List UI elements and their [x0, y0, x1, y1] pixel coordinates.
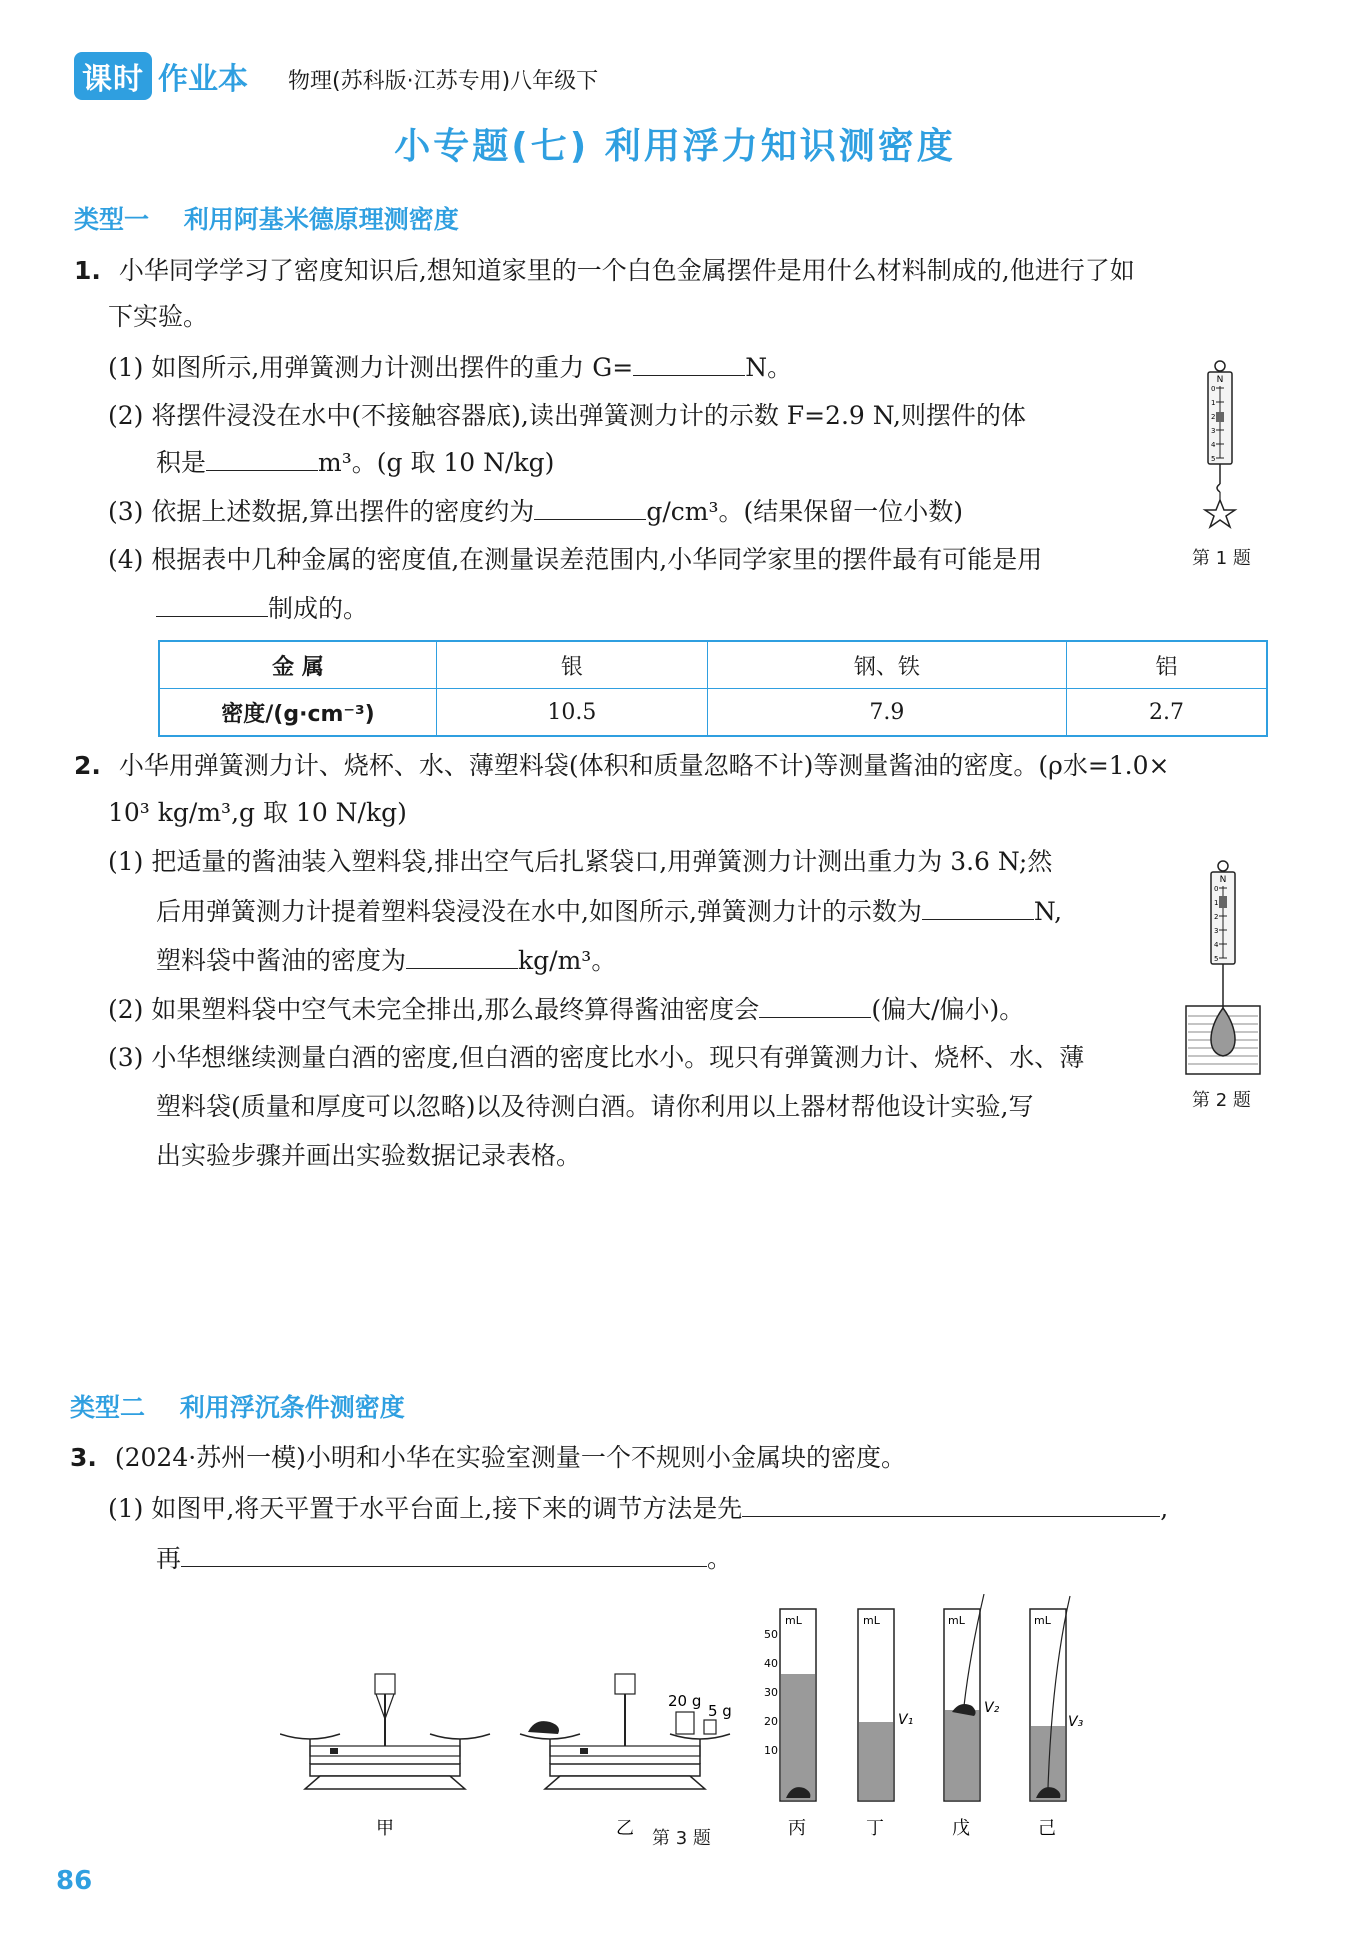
cylinder-ji-unit: mL [1034, 1614, 1051, 1627]
q2-p1-unit1: N, [1033, 897, 1063, 926]
q1-scale-tick-2: 2 [1211, 413, 1216, 421]
q2-part2 [108, 991, 1024, 1028]
q1-stem-line1 [74, 253, 1135, 289]
q1-part4-line1: (4) 根据表中几种金属的密度值,在测量误差范围内,小华同学家里的摆件最有可能是用 [108, 545, 1043, 574]
weight-20g-label: 20 g [668, 1692, 702, 1710]
q2-p1-blank1[interactable] [922, 893, 1034, 920]
q2-part1-line2 [156, 893, 1062, 930]
q1-part4-line2 [156, 590, 368, 627]
q3-stem-text: (2024·苏州一模)小明和小华在实验室测量一个不规则小金属块的密度。 [114, 1443, 906, 1472]
q1-p3-unit: g/cm³。(结果保留一位小数) [646, 497, 963, 526]
section-2-title: 利用浮沉条件测密度 [179, 1393, 405, 1422]
section-2-label: 类型二 [70, 1393, 146, 1422]
book-subject: 物理(苏科版·江苏专用)八年级下 [288, 69, 599, 94]
q3-part1-line2 [156, 1540, 732, 1577]
weight-5g-icon [704, 1720, 716, 1734]
q3-p1-period: 。 [707, 1544, 733, 1573]
q3-p1-text2: 再 [156, 1544, 182, 1573]
plastic-bag-icon [1211, 1008, 1235, 1056]
star-ornament-icon [1205, 500, 1235, 527]
section-2-heading [70, 1388, 405, 1424]
cylinder-ji [1030, 1596, 1084, 1801]
table-cell: 7.9 [707, 689, 1066, 737]
q3-figure-caption: 第 3 题 [652, 1828, 711, 1849]
cylinder-wu-unit: mL [948, 1614, 965, 1627]
q1-part1 [108, 349, 792, 386]
table-header-cell: 金 属 [159, 641, 437, 689]
q2-p1-blank2[interactable] [406, 942, 518, 969]
cylinder-wu [944, 1594, 1000, 1801]
q1-stem-text1: 小华同学学习了密度知识后,想知道家里的一个白色金属摆件是用什么材料制成的,他进行了如 [118, 256, 1135, 285]
section-1-heading [74, 200, 459, 236]
brand-logo: 课时 [74, 52, 152, 100]
q1-figure-caption: 第 1 题 [1192, 548, 1251, 569]
section-1-label: 类型一 [74, 205, 150, 234]
fig-label-ding: 丁 [866, 1818, 884, 1839]
q2-scale-tick-0: 0 [1214, 885, 1219, 893]
fig-label-wu: 戊 [952, 1818, 970, 1839]
q1-number: 1. [74, 256, 101, 285]
weight-20g-icon [676, 1712, 694, 1734]
q1-scale-tick-5: 5 [1211, 455, 1216, 463]
volume-v1-label: V₁ [898, 1712, 914, 1728]
brand [74, 54, 248, 98]
table-header-cell: 银 [437, 641, 708, 689]
q2-figure-spring-scale-beaker [1178, 858, 1268, 1078]
q3-p1-comma: , [1160, 1494, 1169, 1523]
q1-scale-tick-1: 1 [1211, 399, 1216, 407]
q1-stem-line2: 下实验。 [108, 302, 209, 331]
q2-stem-text1: 小华用弹簧测力计、烧杯、水、薄塑料袋(体积和质量忽略不计)等测量酱油的密度。(ρ水=1.0× [118, 751, 1170, 780]
q1-part2-line1: (2) 将摆件浸没在水中(不接触容器底),读出弹簧测力计的示数 F=2.9 N,则摆件的体 [108, 401, 1026, 430]
q1-p1-blank[interactable] [633, 349, 745, 376]
q2-part3-line2: 塑料袋(质量和厚度可以忽略)以及待测白酒。请你利用以上器材帮他设计实验,写 [156, 1092, 1034, 1121]
fig-label-yi: 乙 [616, 1818, 634, 1839]
q1-part2-line2 [156, 444, 554, 481]
brand-name: 作业本 [158, 62, 248, 97]
metal-block-icon [528, 1721, 559, 1734]
cylinder-tick-40: 40 [764, 1657, 778, 1670]
fig-label-ji: 己 [1038, 1818, 1056, 1839]
q1-part3 [108, 493, 963, 530]
table-header-cell: 铝 [1067, 641, 1267, 689]
q2-part3-line1: (3) 小华想继续测量白酒的密度,但白酒的密度比水小。现只有弹簧测力计、烧杯、水、薄 [108, 1043, 1085, 1072]
metal-density-table [158, 640, 1268, 737]
q1-scale-tick-4: 4 [1211, 441, 1216, 449]
q3-p1-blank1[interactable] [742, 1490, 1160, 1517]
cylinder-bing [764, 1609, 816, 1801]
q1-p2-unit: m³。(g 取 10 N/kg) [318, 448, 555, 477]
cylinder-tick-30: 30 [764, 1686, 778, 1699]
cylinder-tick-10: 10 [764, 1744, 778, 1757]
volume-v2-label: V₂ [984, 1700, 1000, 1716]
q2-scale-tick-5: 5 [1214, 955, 1219, 963]
q2-part3-line3: 出实验步骤并画出实验数据记录表格。 [156, 1141, 582, 1170]
balance-jia [280, 1674, 490, 1789]
q3-number: 3. [70, 1443, 97, 1472]
q2-figure-caption: 第 2 题 [1192, 1090, 1251, 1111]
cylinder-tick-50: 50 [764, 1628, 778, 1641]
q2-p1-unit2: kg/m³。 [518, 946, 617, 975]
cylinder-ding [858, 1609, 913, 1801]
q1-scale-tick-0: 0 [1211, 385, 1216, 393]
q2-part1-line3 [156, 942, 616, 979]
q2-scale-tick-4: 4 [1214, 941, 1219, 949]
cylinder-tick-20: 20 [764, 1715, 778, 1728]
q1-p4-blank[interactable] [156, 590, 268, 617]
q1-p1-unit: N。 [745, 353, 793, 382]
q3-part1-line1 [108, 1490, 1168, 1527]
q3-p1-blank2[interactable] [181, 1540, 707, 1567]
fig-label-jia: 甲 [376, 1818, 394, 1839]
table-cell: 10.5 [437, 689, 708, 737]
balance-yi [520, 1674, 732, 1789]
page-number: 86 [56, 1866, 93, 1896]
volume-v3-label: V₃ [1068, 1714, 1084, 1730]
q1-p2-blank[interactable] [206, 444, 318, 471]
q2-number: 2. [74, 751, 101, 780]
table-header-cell: 钢、铁 [707, 641, 1066, 689]
q1-scale-unit: N [1216, 375, 1224, 385]
q2-p2-options: (偏大/偏小)。 [871, 995, 1025, 1024]
table-row [159, 641, 1267, 689]
q1-scale-tick-3: 3 [1211, 427, 1216, 435]
q2-p1-text3: 塑料袋中酱油的密度为 [156, 946, 407, 975]
q2-stem-line2: 10³ kg/m³,g 取 10 N/kg) [108, 798, 407, 827]
weight-5g-label: 5 g [708, 1702, 732, 1720]
q2-p1-text2: 后用弹簧测力计提着塑料袋浸没在水中,如图所示,弹簧测力计的示数为 [156, 897, 922, 926]
q2-p2-blank[interactable] [759, 991, 871, 1018]
q3-figure [280, 1594, 1100, 1844]
q2-p2-text: (2) 如果塑料袋中空气未完全排出,那么最终算得酱油密度会 [108, 995, 760, 1024]
q1-p3-blank[interactable] [534, 493, 646, 520]
q1-p2-text: 积是 [156, 448, 207, 477]
q2-scale-unit: N [1219, 875, 1227, 885]
q1-p1-text: (1) 如图所示,用弹簧测力计测出摆件的重力 G= [108, 353, 634, 382]
q2-scale-tick-2: 2 [1214, 913, 1219, 921]
table-cell: 密度/(g·cm⁻³) [159, 689, 437, 737]
q3-stem [70, 1440, 906, 1476]
q2-scale-tick-3: 3 [1214, 927, 1219, 935]
q2-stem-line1 [74, 748, 1169, 784]
q1-figure-spring-scale [1180, 358, 1260, 538]
page-title: 小专题(七) 利用浮力知识测密度 [394, 126, 956, 167]
q1-p4-text: 制成的。 [268, 594, 369, 623]
table-cell: 2.7 [1067, 689, 1267, 737]
q2-part1-line1: (1) 把适量的酱油装入塑料袋,排出空气后扎紧袋口,用弹簧测力计测出重力为 3.6 N;然 [108, 847, 1053, 876]
section-1-title: 利用阿基米德原理测密度 [183, 205, 459, 234]
q1-p3-text: (3) 依据上述数据,算出摆件的密度约为 [108, 497, 535, 526]
q3-p1-text: (1) 如图甲,将天平置于水平台面上,接下来的调节方法是先 [108, 1494, 743, 1523]
fig-label-bing: 丙 [788, 1818, 806, 1839]
cylinder-ding-unit: mL [863, 1614, 880, 1627]
cylinder-bing-unit: mL [785, 1614, 802, 1627]
q2-scale-tick-1: 1 [1214, 899, 1219, 907]
table-row [159, 689, 1267, 737]
